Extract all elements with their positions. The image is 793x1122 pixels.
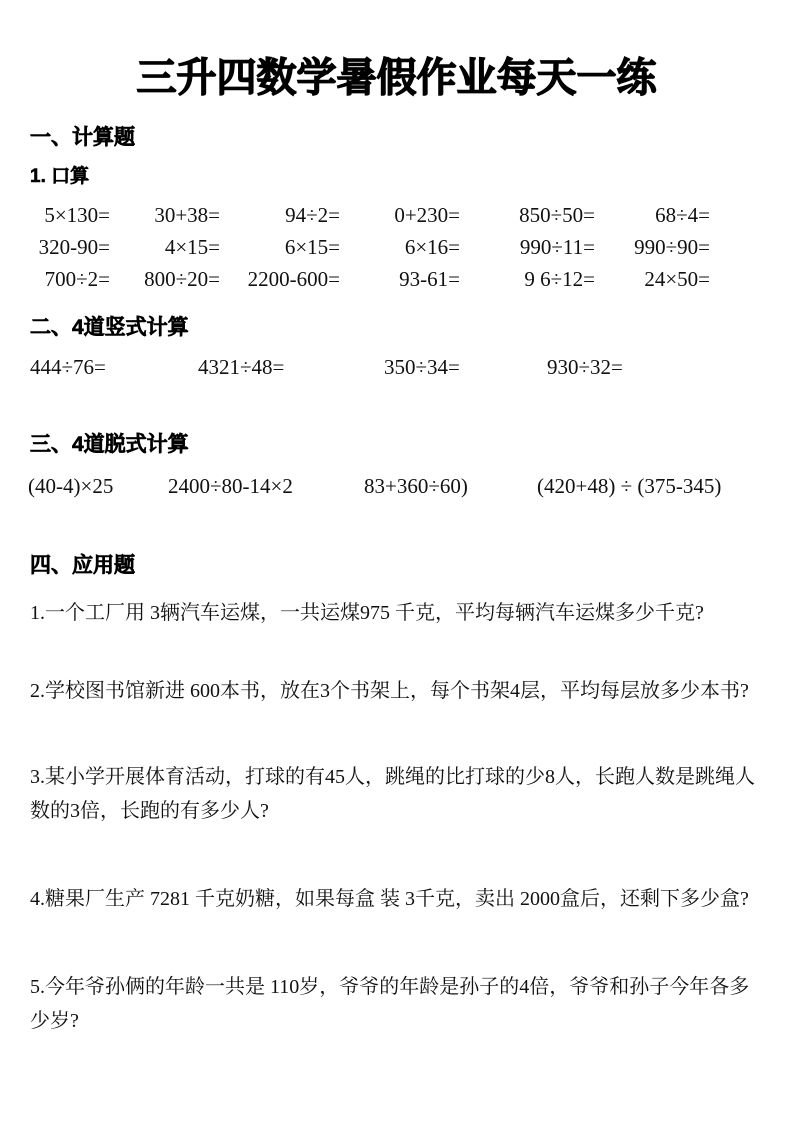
stepwise-problem: (420+48) ÷ (375-345)	[537, 474, 722, 498]
section-word-problems-heading: 四、应用题	[30, 554, 135, 577]
stepwise-problem: (40-4)×25	[28, 474, 114, 498]
oral-problem: 94÷2=	[285, 203, 340, 227]
oral-problem: 6×16=	[404, 235, 460, 259]
word-problem-2: 2.学校图书馆新进 600本书，放在3个书架上，每个书架4层，平均每层放多少本书?	[30, 680, 749, 702]
oral-problem: 30+38=	[154, 203, 220, 227]
vertical-problem: 350÷34=	[384, 355, 460, 379]
vertical-problems-row	[30, 354, 793, 380]
oral-problem: 24×50=	[644, 267, 710, 291]
vertical-problem: 444÷76=	[30, 355, 106, 379]
oral-problem: 320-90=	[38, 235, 110, 259]
word-problem-4: 4.糖果厂生产 7281 千克奶糖，如果每盒 装 3千克，卖出 2000盒后，还剩下多少盒?	[30, 888, 749, 910]
oral-problem: 6×15=	[284, 235, 340, 259]
oral-problem: 2200-600=	[247, 267, 340, 291]
section-calculation-heading: 一、计算题	[30, 126, 135, 149]
oral-problem: 4×15=	[164, 235, 220, 259]
oral-problem: 5×130=	[44, 203, 110, 227]
oral-problem: 990÷90=	[634, 235, 710, 259]
oral-calc-heading: 1. 口算	[30, 166, 90, 187]
word-problem-5: 5.今年爷孙俩的年龄一共是 110岁，爷爷的年龄是孙子的4倍，爷爷和孙子今年各多少岁?	[30, 976, 750, 1032]
oral-problem: 800÷20=	[144, 267, 220, 291]
vertical-problem: 930÷32=	[547, 355, 623, 379]
stepwise-problems-row	[28, 473, 793, 499]
oral-problem: 93-61=	[399, 267, 460, 291]
word-problem-1: 1.一个工厂用 3辆汽车运煤，一共运煤975 千克，平均每辆汽车运煤多少千克?	[30, 602, 704, 624]
oral-problems-grid	[25, 199, 793, 295]
section-stepwise-calc-heading: 三、4道脱式计算	[30, 433, 189, 456]
oral-problem: 68÷4=	[655, 203, 710, 227]
vertical-problem: 4321÷48=	[198, 355, 285, 379]
page-title: 三升四数学暑假作业每天一练	[136, 56, 657, 100]
stepwise-problem: 2400÷80-14×2	[168, 474, 293, 498]
oral-problem: 990÷11=	[519, 235, 595, 259]
section-vertical-calc-heading: 二、4道竖式计算	[30, 316, 189, 339]
oral-problem: 850÷50=	[519, 203, 595, 227]
oral-problem: 9 6÷12=	[524, 267, 595, 291]
stepwise-problem: 83+360÷60)	[364, 474, 468, 498]
word-problem-3: 3.某小学开展体育活动，打球的有45人，跳绳的比打球的少8人，长跑人数是跳绳人数的3倍，长跑的有多少人?	[30, 766, 755, 822]
oral-problem: 700÷2=	[44, 267, 110, 291]
oral-problem: 0+230=	[394, 203, 460, 227]
